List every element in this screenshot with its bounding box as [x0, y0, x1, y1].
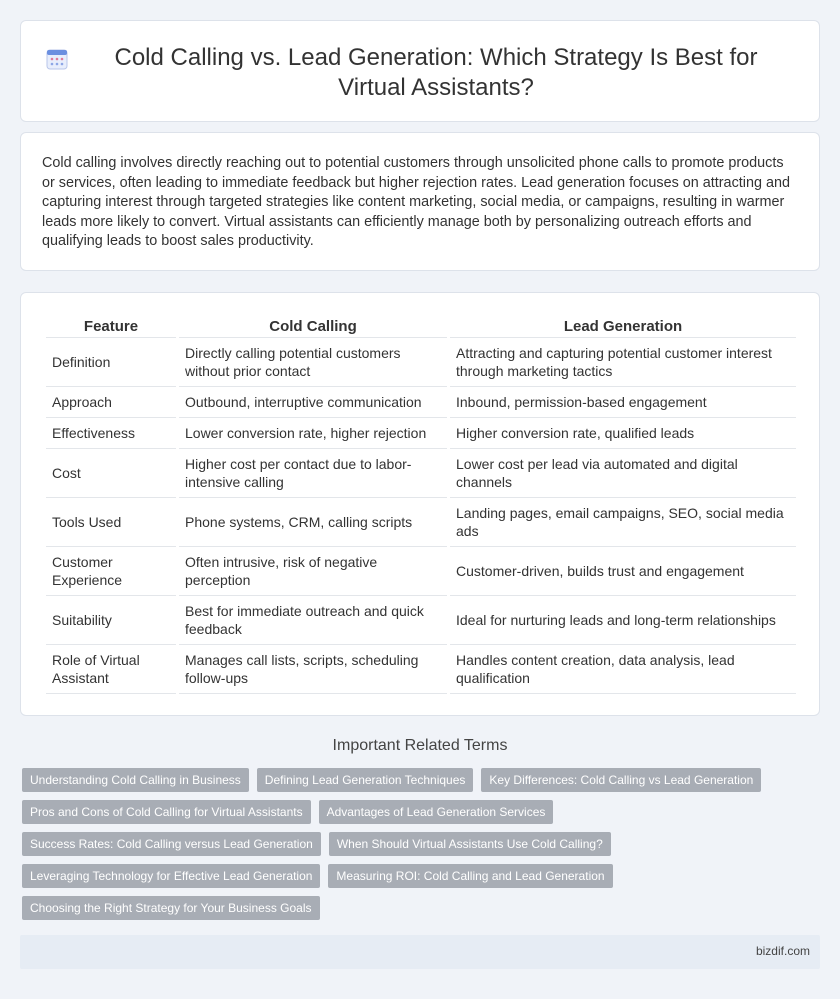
intro-paragraph: Cold calling involves directly reaching out to potential customers through unsolicited phone calls to promote products or services, often leading to immediate feedback but higher rejection rates. Lead generation focuses on attracting and capturing interest through targeted strategies like content marketing, social media, or campaigns, resulting in warmer leads more likely to convert. Virtual assistants can efficiently manage both by personalizing outreach efforts and qualifying leads to boost sales productivity.: [42, 155, 790, 249]
intro-card: [20, 132, 820, 271]
cold-calling-cell: Best for immediate outreach and quick feedback: [179, 596, 447, 645]
table-row: [46, 418, 796, 449]
related-term-tag[interactable]: Defining Lead Generation Techniques: [257, 768, 474, 792]
lead-generation-cell: Handles content creation, data analysis, lead qualification: [450, 645, 796, 694]
cold-calling-cell: Higher cost per contact due to labor-intensive calling: [179, 449, 447, 498]
related-term-tag[interactable]: Advantages of Lead Generation Services: [319, 800, 554, 824]
table-row: [46, 645, 796, 694]
feature-cell: Tools Used: [46, 498, 176, 547]
table-header-row: [46, 315, 796, 338]
table-row: [46, 387, 796, 418]
feature-cell: Suitability: [46, 596, 176, 645]
table-row: [46, 547, 796, 596]
feature-cell: Cost: [46, 449, 176, 498]
footer: [20, 935, 820, 969]
feature-cell: Definition: [46, 338, 176, 387]
cold-calling-cell: Directly calling potential customers without prior contact: [179, 338, 447, 387]
lead-generation-cell: Ideal for nurturing leads and long-term relationships: [450, 596, 796, 645]
comparison-table: [43, 315, 799, 694]
related-terms-heading: Important Related Terms: [332, 737, 508, 754]
header-card: [20, 20, 820, 122]
related-term-tag[interactable]: Pros and Cons of Cold Calling for Virtual Assistants: [22, 800, 311, 824]
related-term-tag[interactable]: When Should Virtual Assistants Use Cold Calling?: [329, 832, 611, 856]
cold-calling-cell: Outbound, interruptive communication: [179, 387, 447, 418]
related-term-tag[interactable]: Success Rates: Cold Calling versus Lead Generation: [22, 832, 321, 856]
related-terms-list: [22, 768, 812, 920]
feature-cell: Approach: [46, 387, 176, 418]
lead-generation-cell: Inbound, permission-based engagement: [450, 387, 796, 418]
related-term-tag[interactable]: Understanding Cold Calling in Business: [22, 768, 249, 792]
lead-generation-cell: Customer-driven, builds trust and engagement: [450, 547, 796, 596]
lead-generation-cell: Attracting and capturing potential customer interest through marketing tactics: [450, 338, 796, 387]
feature-cell: Effectiveness: [46, 418, 176, 449]
cold-calling-cell: Often intrusive, risk of negative perception: [179, 547, 447, 596]
header-cold-calling: Cold Calling: [179, 315, 447, 338]
table-row: [46, 596, 796, 645]
related-term-tag[interactable]: Choosing the Right Strategy for Your Business Goals: [22, 896, 320, 920]
header-lead-generation: Lead Generation: [450, 315, 796, 338]
table-row: [46, 449, 796, 498]
table-row: [46, 498, 796, 547]
related-term-tag[interactable]: Key Differences: Cold Calling vs Lead Generation: [481, 768, 761, 792]
site-name[interactable]: bizdif.com: [755, 944, 810, 958]
page-title: Cold Calling vs. Lead Generation: Which Strategy Is Best for Virtual Assistants?: [114, 44, 758, 101]
comparison-card: [20, 292, 820, 716]
header-feature: Feature: [46, 315, 176, 338]
related-term-tag[interactable]: Leveraging Technology for Effective Lead Generation: [22, 864, 320, 888]
lead-generation-cell: Lower cost per lead via automated and digital channels: [450, 449, 796, 498]
cold-calling-cell: Manages call lists, scripts, scheduling follow-ups: [179, 645, 447, 694]
feature-cell: Role of Virtual Assistant: [46, 645, 176, 694]
lead-generation-cell: Higher conversion rate, qualified leads: [450, 418, 796, 449]
lead-generation-cell: Landing pages, email campaigns, SEO, social media ads: [450, 498, 796, 547]
feature-cell: Customer Experience: [46, 547, 176, 596]
table-row: [46, 338, 796, 387]
cold-calling-cell: Lower conversion rate, higher rejection: [179, 418, 447, 449]
cold-calling-cell: Phone systems, CRM, calling scripts: [179, 498, 447, 547]
related-term-tag[interactable]: Measuring ROI: Cold Calling and Lead Generation: [328, 864, 612, 888]
